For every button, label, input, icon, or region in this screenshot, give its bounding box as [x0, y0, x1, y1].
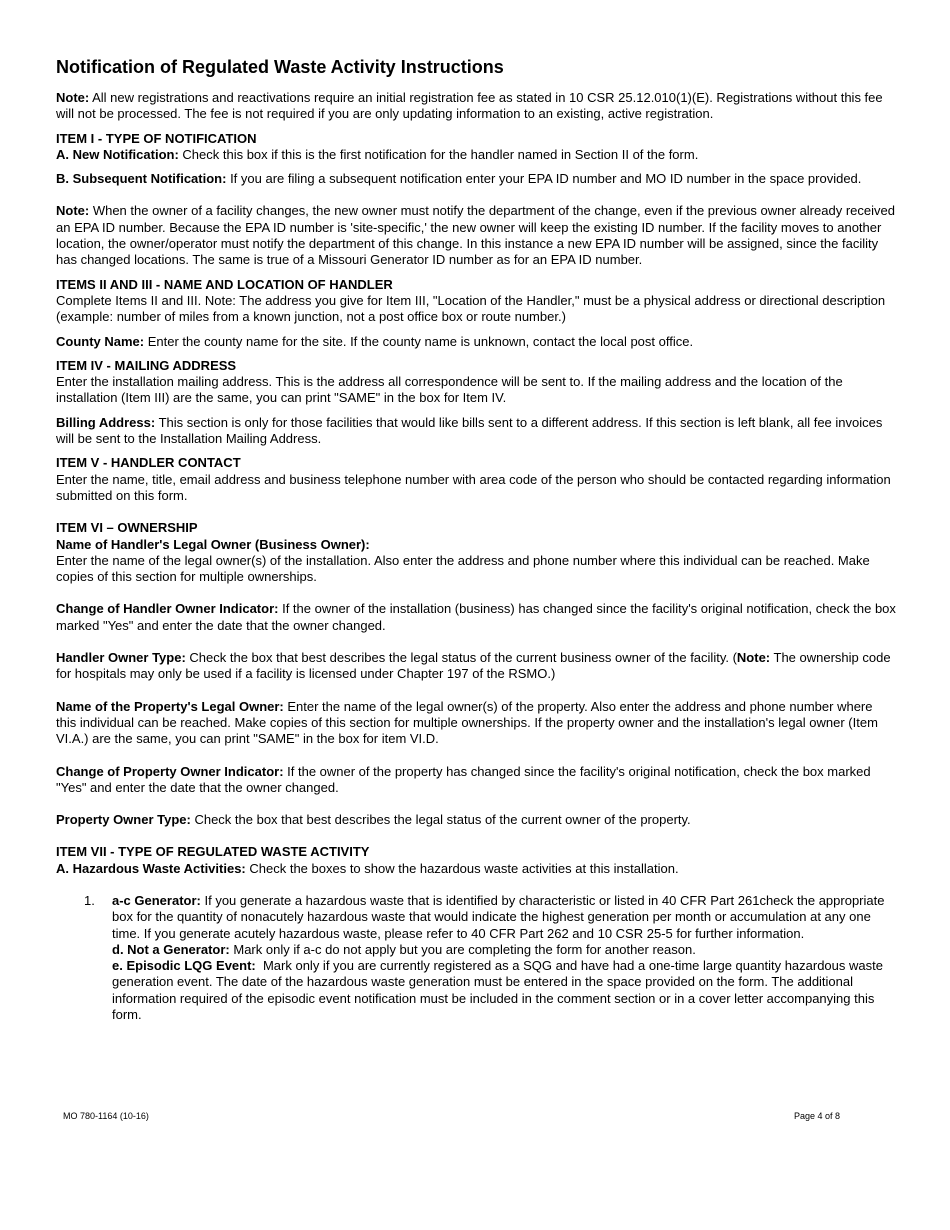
item-1-a-text: Check this box if this is the first notification for the handler named in Section II of the form.	[178, 146, 699, 162]
form-number: MO 780-1164 (10-16)	[63, 1111, 149, 1121]
generator-ac-label: a-c Generator:	[112, 892, 201, 908]
item-6-heading: ITEM VI – OWNERSHIP	[56, 520, 198, 536]
billing-address	[56, 415, 896, 448]
handler-owner-type-text-b: The ownership code for hospitals may only be used if a facility is licensed under Chapter 197 of the RSMO.)	[56, 650, 891, 682]
item-1-note-text: When the owner of a facility changes, the new owner must notify the department of the change, even if the previous owner already received an EPA ID number. Because the EPA ID number is 'site-specific,' the new owner will keep the existing ID number. If the facility moves to another location, the owner/operator must notify the department of this change. In this instance a new EPA ID number will be assigned, since the facility has changed locations. The same is true of a Missouri Generator ID number as for an EPA ID number.	[56, 203, 895, 268]
generator-list-item	[56, 893, 896, 1023]
list-number: 1.	[84, 892, 95, 908]
intro-note-text: All new registrations and reactivations require an initial registration fee as stated in 10 CSR 25.12.010(1)(E). Registrations without this fee will not be processed. The fee is not required if you are only updating information to an existing, active registration.	[56, 90, 883, 122]
item-7-a-label: A. Hazardous Waste Activities:	[56, 860, 246, 876]
items-2-3-text: Complete Items II and III. Note: The address you give for Item III, "Location of the Handler," must be a physical address or directional description (example: number of miles from a known junction, not a post office box or route number.)	[56, 292, 886, 325]
county-name-label: County Name:	[56, 333, 145, 349]
property-owner-type	[56, 812, 896, 828]
episodic-lqg-event	[112, 958, 896, 1023]
item-1-note	[56, 203, 896, 268]
page-title: Notification of Regulated Waste Activity Instructions	[56, 57, 504, 77]
instructions-page	[56, 56, 896, 1023]
item-5-heading: ITEM V - HANDLER CONTACT	[56, 455, 241, 471]
not-a-generator	[112, 942, 896, 958]
item-1-a-label: A. New Notification:	[56, 146, 179, 162]
billing-address-text: This section is only for those facilities that would like bills sent to a different address. If this section is left blank, all fee invoices will be sent to the Installation Mailing Address.	[56, 414, 883, 447]
handler-owner-type	[56, 650, 896, 683]
episodic-lqg-event-text: Mark only if you are currently registered as a SQG and have had a one-time large quantity hazardous waste generation event. The date of the hazardous waste generation must be entered in the space provided on the form. The additional information required of the episodic event notification must be included in the comment section or in a cover letter accompanying this form.	[112, 958, 887, 1023]
not-a-generator-label: d. Not a Generator:	[112, 941, 230, 957]
item-6-subheading: Name of Handler's Legal Owner (Business Owner):	[56, 536, 370, 552]
change-property-owner	[56, 764, 896, 797]
item-7-a	[56, 861, 896, 877]
property-owner-type-label: Property Owner Type:	[56, 812, 191, 828]
property-legal-owner-label: Name of the Property's Legal Owner:	[56, 698, 284, 714]
items-2-3-heading: ITEMS II AND III - NAME AND LOCATION OF HANDLER	[56, 276, 393, 292]
property-owner-type-text: Check the box that best describes the legal status of the current owner of the property.	[190, 812, 691, 828]
property-legal-owner-text: Enter the name of the legal owner(s) of the property. Also enter the address and phone number where this individual can be reached. Make copies of this section for multiple ownerships. If the property owner and the installation's legal owner (Item VI.A.) are the same, you can print "SAME" in the box for item VI.D.	[56, 698, 878, 747]
intro-note	[56, 90, 896, 123]
item-1-heading: ITEM I - TYPE OF NOTIFICATION	[56, 130, 257, 146]
change-handler-owner	[56, 601, 896, 634]
page-number: Page 4 of 8	[794, 1111, 841, 1121]
county-name-text: Enter the county name for the site. If the county name is unknown, contact the local post office.	[144, 333, 694, 349]
generator-ac	[112, 893, 896, 942]
intro-note-label: Note:	[56, 90, 90, 105]
item-1-b	[56, 171, 896, 187]
change-property-owner-label: Change of Property Owner Indicator:	[56, 763, 284, 779]
change-property-owner-text: If the owner of the property has changed since the facility's original notification, check the box marked "Yes" and enter the date that the owner changed.	[56, 763, 871, 795]
property-legal-owner	[56, 699, 896, 748]
item-1-b-text: If you are filing a subsequent notification enter your EPA ID number and MO ID number in the space provided.	[226, 171, 862, 187]
item-5-text: Enter the name, title, email address and business telephone number with area code of the person who should be contacted regarding information submitted on this form.	[56, 471, 891, 503]
not-a-generator-text: Mark only if a-c do not apply but you are completing the form for another reason.	[229, 941, 696, 957]
handler-owner-type-text-a: Check the box that best describes the legal status of the current business owner of the facility. (	[185, 650, 737, 666]
item-7-a-text: Check the boxes to show the hazardous waste activities at this installation.	[245, 860, 679, 876]
episodic-lqg-event-label: e. Episodic LQG Event:	[112, 958, 256, 974]
billing-address-label: Billing Address:	[56, 414, 156, 430]
generator-ac-text: If you generate a hazardous waste that is identified by characteristic or listed in 40 CFR Part 261check the appropriate box for the quantity of nonacutely hazardous waste that would indicate the highest generation per month or accumulation at any one time. If you generate acutely hazardous waste, please refer to 40 CFR Part 262 and 10 CSR 25-5 for further information.	[112, 892, 885, 941]
item-6-text: Enter the name of the legal owner(s) of the installation. Also enter the address and phone number where this individual can be reached. Make copies of this section for multiple ownerships.	[56, 552, 870, 585]
item-7-heading: ITEM VII - TYPE OF REGULATED WASTE ACTIVITY	[56, 844, 370, 860]
handler-owner-type-note: Note:	[736, 650, 771, 666]
county-name	[56, 334, 896, 350]
item-4-heading: ITEM IV - MAILING ADDRESS	[56, 357, 237, 373]
change-handler-owner-text: If the owner of the installation (business) has changed since the facility's original notification, check the box marked "Yes" and enter the date that the owner changed.	[56, 601, 896, 633]
item-1-a	[56, 147, 896, 163]
change-handler-owner-label: Change of Handler Owner Indicator:	[56, 601, 279, 617]
item-1-note-label: Note:	[56, 203, 90, 219]
item-1-b-label: B. Subsequent Notification:	[56, 171, 227, 187]
handler-owner-type-label: Handler Owner Type:	[56, 650, 186, 666]
item-4-text: Enter the installation mailing address. This is the address all correspondence will be sent to. If the mailing address and the location of the installation (Item III) are the same, you can print "SAME" in the box for Item IV.	[56, 374, 843, 406]
